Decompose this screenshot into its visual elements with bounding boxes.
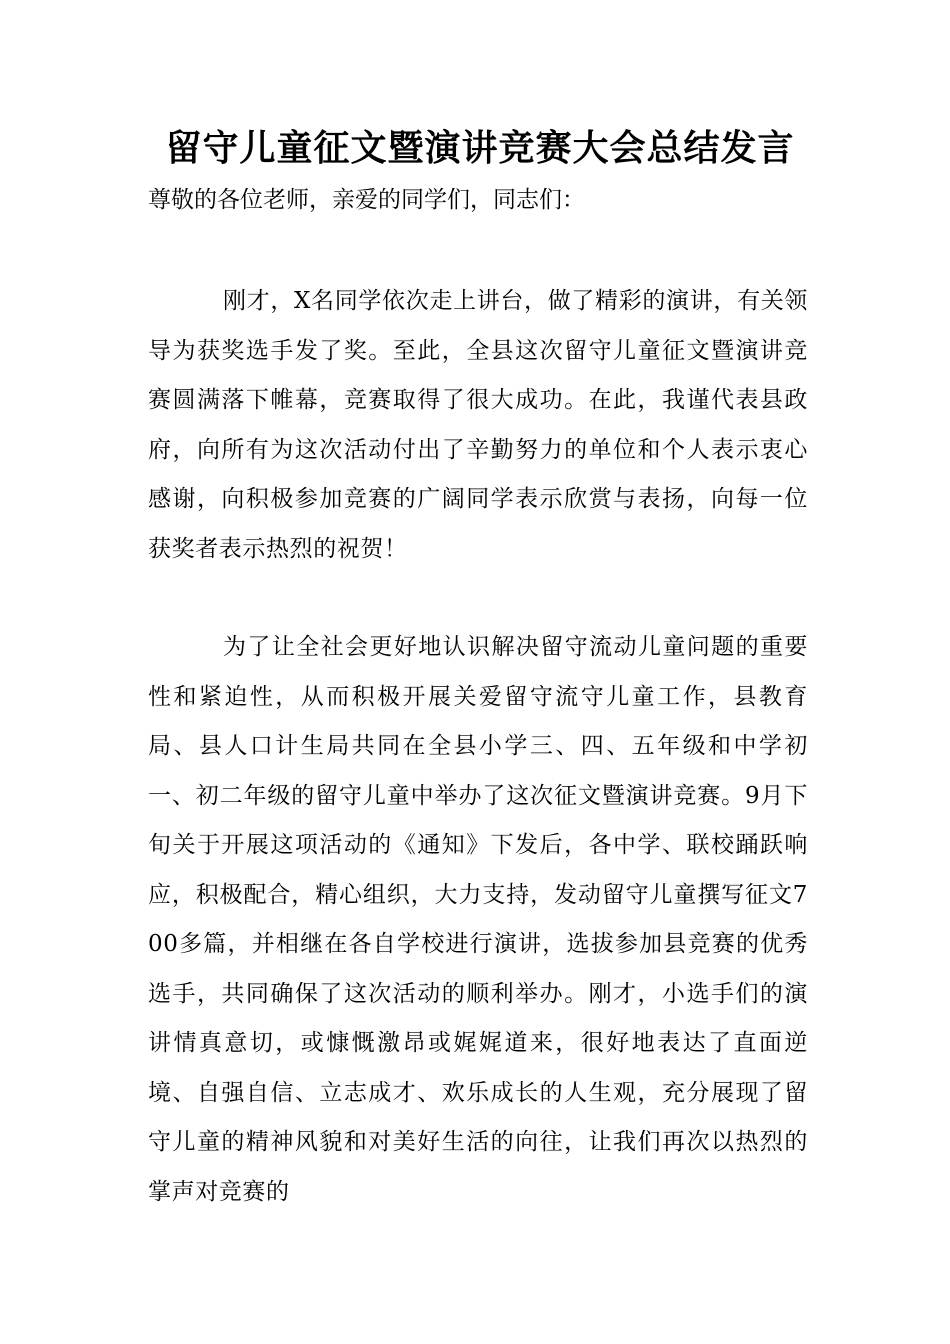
document-title: 留守儿童征文暨演讲竞赛大会总结发言 xyxy=(165,127,795,169)
salutation: 尊敬的各位老师，亲爱的同学们，同志们： xyxy=(148,187,585,213)
paragraph-1: 刚才，X名同学依次走上讲台，做了精彩的演讲，有关领导为获奖选手发了奖。至此，全县这次留守儿童征文暨演讲竞赛圆满落下帷幕，竞赛取得了很大成功。在此，我谨代表县政府，向所有为这次活动付出了辛勤努力的单位和个人表示衷心感谢，向积极参加竞赛的广阔同学表示欣赏与表扬，向每一位获奖者表示热烈的祝贺！ xyxy=(148,288,808,562)
paragraph-2: 为了让全社会更好地认识解决留守流动儿童问题的重要性和紧迫性，从而积极开展关爱留守流守儿童工作，县教育局、县人口计生局共同在全县小学三、四、五年级和中学初一、初二年级的留守儿童中举办了这次征文暨演讲竞赛。9月下旬关于开展这项活动的《通知》下发后，各中学、联校踊跃响应，积极配合，精心组织，大力支持，发动留守儿童撰写征文700多篇，并相继在各自学校进行演讲，选拔参加县竞赛的优秀选手，共同确保了这次活动的顺利举办。刚才，小选手们的演讲情真意切，或慷慨激昂或娓娓道来，很好地表达了直面逆境、自强自信、立志成才、欢乐成长的人生观，充分展现了留守儿童的精神风貌和对美好生活的向往，让我们再次以热烈的掌声对竞赛的 xyxy=(148,634,808,1205)
